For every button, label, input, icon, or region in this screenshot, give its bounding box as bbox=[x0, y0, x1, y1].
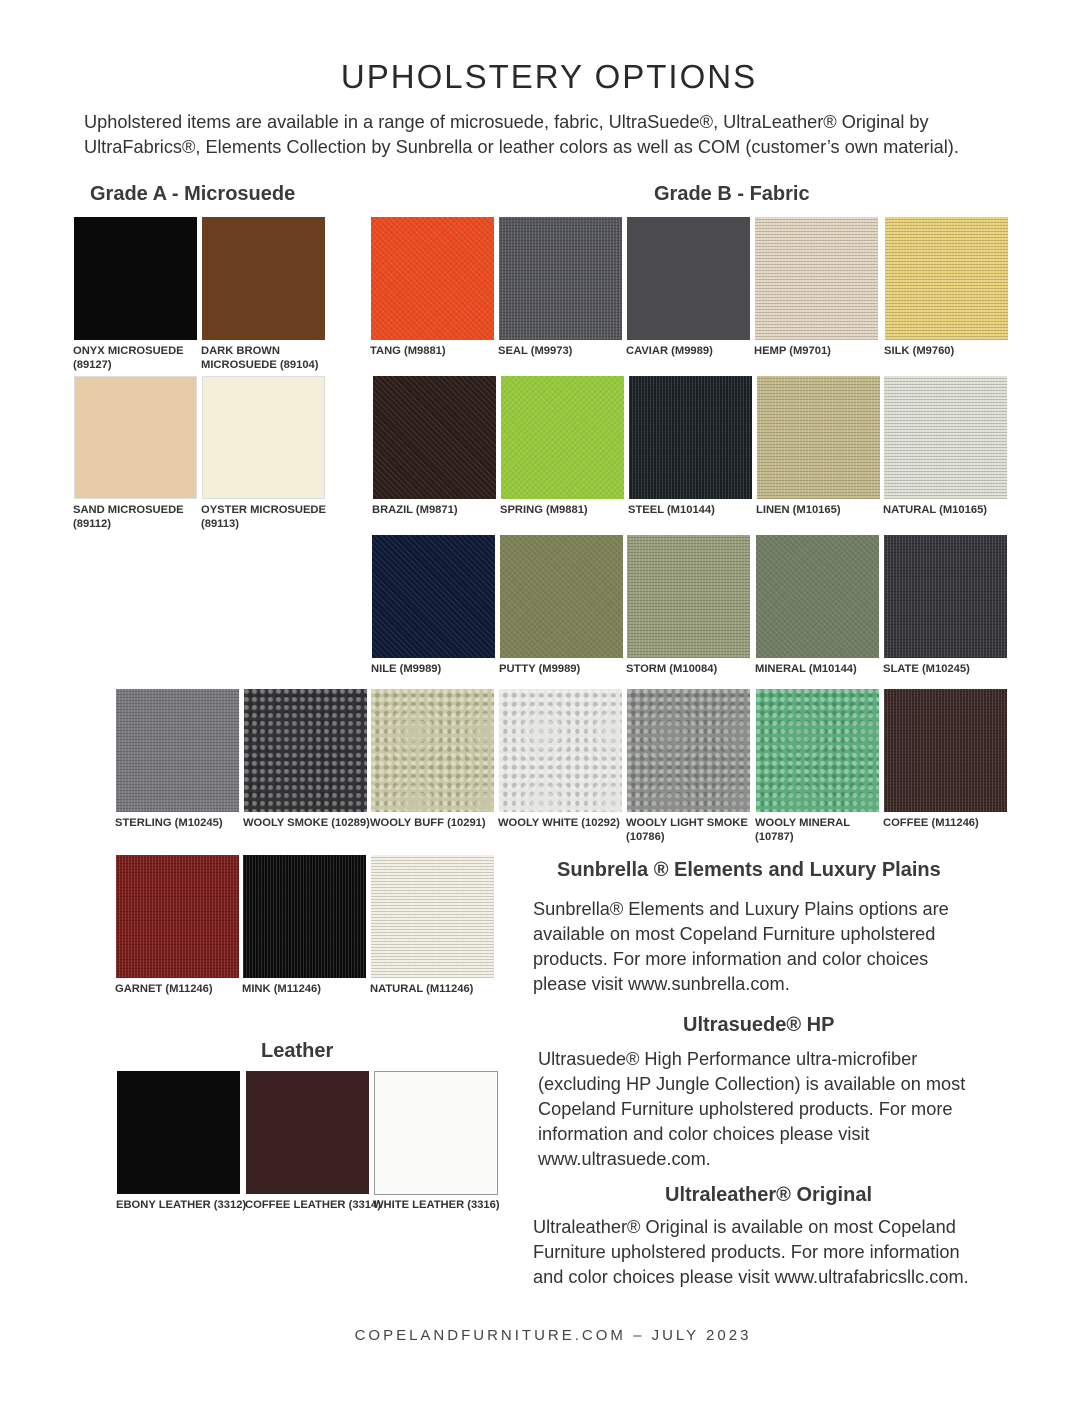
fabric-swatch-label: STEEL (M10144) bbox=[628, 504, 715, 516]
page-title: UPHOLSTERY OPTIONS bbox=[340, 58, 758, 95]
sunbrella-line: products. For more information and color choices bbox=[533, 949, 929, 969]
leather-swatch-label: COFFEE LEATHER (3314) bbox=[245, 1199, 381, 1211]
fabric-swatch bbox=[755, 217, 878, 340]
microsuede-swatch bbox=[202, 376, 325, 499]
fabric-swatch-label: MINERAL (M10144) bbox=[755, 663, 857, 675]
fabric-swatch-label: MINK (M11246) bbox=[242, 983, 321, 995]
ultrasuede-line: www.ultrasuede.com. bbox=[538, 1149, 711, 1169]
microsuede-swatch bbox=[202, 217, 325, 340]
sunbrella-line: available on most Copeland Furniture upholstered bbox=[533, 924, 936, 944]
fabric-swatch-label: STERLING (M10245) bbox=[115, 817, 223, 829]
fabric-swatch-label: LINEN (M10165) bbox=[756, 504, 841, 516]
ultraleather-heading: Ultraleather® Original bbox=[665, 1184, 873, 1206]
microsuede-swatch-label: ONYX MICROSUEDE (89127) bbox=[73, 345, 184, 371]
fabric-swatch-label: SEAL (M9973) bbox=[498, 345, 573, 357]
fabric-swatch bbox=[627, 217, 750, 340]
fabric-swatch bbox=[371, 855, 494, 978]
fabric-swatch-label: GARNET (M11246) bbox=[115, 983, 213, 995]
fabric-swatch-label: WOOLY WHITE (10292) bbox=[498, 817, 620, 829]
fabric-swatch-label: WOOLY SMOKE (10289) bbox=[243, 817, 370, 829]
microsuede-swatch-label: DARK BROWN MICROSUEDE (89104) bbox=[201, 345, 319, 371]
ultraleather-line: Furniture upholstered products. For more information bbox=[533, 1242, 960, 1262]
fabric-swatch-label: NATURAL (M11246) bbox=[370, 983, 474, 995]
leather-swatch-label: WHITE LEATHER (3316) bbox=[373, 1199, 500, 1211]
ultrasuede-line: (excluding HP Jungle Collection) is available on most bbox=[538, 1074, 966, 1094]
ultrasuede-heading: Ultrasuede® HP bbox=[683, 1014, 835, 1036]
sunbrella-line: please visit www.sunbrella.com. bbox=[533, 974, 790, 994]
leather-heading: Leather bbox=[261, 1040, 334, 1062]
fabric-swatch bbox=[243, 855, 366, 978]
fabric-swatch bbox=[500, 535, 623, 658]
fabric-swatch bbox=[884, 376, 1007, 499]
fabric-swatch bbox=[116, 855, 239, 978]
fabric-swatch bbox=[627, 689, 750, 812]
fabric-swatch-label: SPRING (M9881) bbox=[500, 504, 588, 516]
microsuede-swatch-label: SAND MICROSUEDE (89112) bbox=[73, 504, 184, 530]
fabric-swatch bbox=[371, 217, 494, 340]
fabric-swatch-label: BRAZIL (M9871) bbox=[372, 504, 458, 516]
sunbrella-heading: Sunbrella ® Elements and Luxury Plains bbox=[557, 859, 941, 881]
microsuede-swatch-label: OYSTER MICROSUEDE (89113) bbox=[201, 504, 326, 530]
fabric-swatch-label: HEMP (M9701) bbox=[754, 345, 831, 357]
ultraleather-line: and color choices please visit www.ultrafabricsllc.com. bbox=[533, 1267, 969, 1287]
fabric-swatch-label: WOOLY MINERAL (10787) bbox=[755, 817, 850, 843]
fabric-swatch-label: COFFEE (M11246) bbox=[883, 817, 979, 829]
fabric-swatch bbox=[244, 689, 367, 812]
fabric-swatch-label: WOOLY LIGHT SMOKE (10786) bbox=[626, 817, 748, 843]
sunbrella-line: Sunbrella® Elements and Luxury Plains options are bbox=[533, 899, 949, 919]
fabric-swatch bbox=[499, 689, 622, 812]
fabric-swatch bbox=[501, 376, 624, 499]
fabric-swatch bbox=[116, 689, 239, 812]
leather-swatch-label: EBONY LEATHER (3312) bbox=[116, 1199, 247, 1211]
fabric-swatch bbox=[884, 535, 1007, 658]
ultrasuede-line: information and color choices please visit bbox=[538, 1124, 870, 1144]
fabric-swatch bbox=[756, 535, 879, 658]
ultrasuede-text bbox=[538, 1047, 965, 1172]
fabric-swatch-label: STORM (M10084) bbox=[626, 663, 718, 675]
fabric-swatch-label: NILE (M9989) bbox=[371, 663, 442, 675]
fabric-swatch bbox=[757, 376, 880, 499]
footer: COPELANDFURNITURE.COM – JULY 2023 bbox=[354, 1327, 752, 1344]
fabric-swatch-label: CAVIAR (M9989) bbox=[626, 345, 713, 357]
fabric-swatch bbox=[372, 535, 495, 658]
grade-a-heading: Grade A - Microsuede bbox=[90, 183, 296, 205]
fabric-swatch bbox=[885, 217, 1008, 340]
fabric-swatch-label: TANG (M9881) bbox=[370, 345, 446, 357]
intro-text: Upholstered items are available in a range of microsuede, fabric, UltraSuede®, UltraLeather® Original by UltraFabrics®, Elements Collection by Sunbrella or leather colors as well as COM (customer’s own material). bbox=[84, 112, 959, 157]
fabric-swatch-label: WOOLY BUFF (10291) bbox=[370, 817, 486, 829]
fabric-swatch-label: NATURAL (M10165) bbox=[883, 504, 988, 516]
fabric-swatch bbox=[884, 689, 1007, 812]
ultraleather-line: Ultraleather® Original is available on most Copeland bbox=[533, 1217, 956, 1237]
fabric-swatch-label: SLATE (M10245) bbox=[883, 663, 970, 675]
ultrasuede-line: Copeland Furniture upholstered products. For more bbox=[538, 1099, 953, 1119]
microsuede-swatch bbox=[74, 376, 197, 499]
ultraleather-text bbox=[533, 1215, 969, 1290]
grade-b-heading: Grade B - Fabric bbox=[654, 183, 810, 205]
leather-swatch bbox=[246, 1071, 369, 1194]
fabric-swatch bbox=[627, 535, 750, 658]
ultrasuede-line: Ultrasuede® High Performance ultra-microfiber bbox=[538, 1049, 918, 1069]
fabric-swatch bbox=[629, 376, 752, 499]
microsuede-swatch bbox=[74, 217, 197, 340]
fabric-swatch-label: PUTTY (M9989) bbox=[499, 663, 581, 675]
fabric-swatch-label: SILK (M9760) bbox=[884, 345, 955, 357]
fabric-swatch bbox=[373, 376, 496, 499]
leather-swatch bbox=[117, 1071, 240, 1194]
leather-swatch bbox=[374, 1071, 498, 1195]
fabric-swatch bbox=[371, 689, 494, 812]
fabric-swatch bbox=[499, 217, 622, 340]
fabric-swatch bbox=[756, 689, 879, 812]
sunbrella-text bbox=[533, 897, 949, 997]
